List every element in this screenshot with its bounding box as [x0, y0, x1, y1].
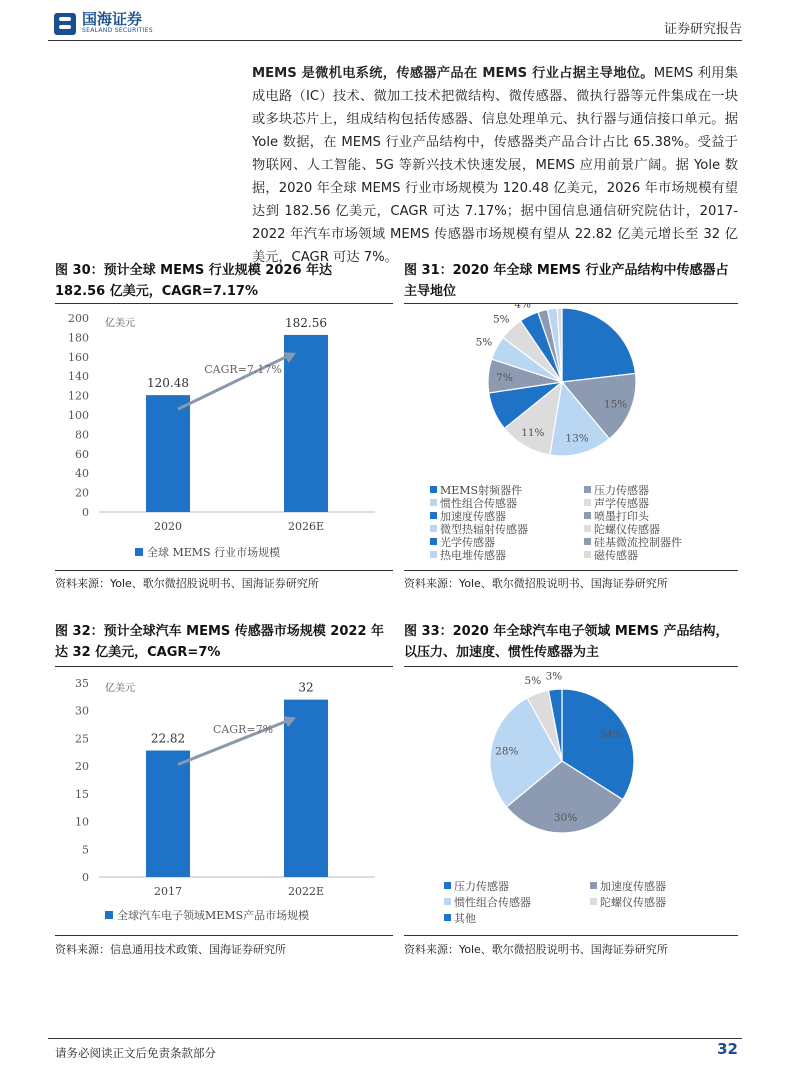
bar-2026E — [284, 335, 328, 512]
figure-33-title: 图 33：2020 年全球汽车电子领域 MEMS 产品结构，以压力、加速度、惯性传感器为主 — [404, 624, 729, 660]
y-tick-label: 120 — [68, 389, 89, 403]
data-label: 120.48 — [147, 376, 189, 391]
logo-en: SEALAND SECURITIES — [82, 27, 153, 34]
legend-label: 陀螺仪传感器 — [600, 896, 666, 909]
figure-32-title: 图 32：预计全球汽车 MEMS 传感器市场规模 2022 年达 32 亿美元，CAGR=7% — [55, 624, 385, 660]
legend-label: 加速度传感器 — [600, 880, 666, 893]
x-tick-label: 2022E — [287, 885, 325, 898]
legend-swatch — [590, 898, 597, 905]
page-header — [48, 10, 742, 41]
figure-30-source: 资料来源：Yole、歌尔微招股说明书、国海证券研究所 — [55, 577, 319, 590]
pie-label: 28% — [495, 745, 519, 758]
logo-cn: 国海证券 — [82, 10, 143, 28]
legend-swatch — [584, 551, 591, 558]
pie-label: 34% — [599, 728, 623, 741]
figure-30-chart — [55, 304, 393, 570]
figure-30-box — [55, 303, 393, 571]
y-tick-label: 40 — [75, 467, 89, 481]
figure-31-title: 图 31：2020 年全球 MEMS 行业产品结构中传感器占主导地位 — [404, 263, 729, 299]
figure-31-box — [404, 303, 738, 571]
data-label: 182.56 — [285, 315, 327, 330]
y-tick-label: 20 — [75, 486, 89, 500]
legend-label: 陀螺仪传感器 — [594, 523, 660, 536]
legend-label: 全球汽车电子领域MEMS产品市场规模 — [117, 909, 310, 922]
data-label: 32 — [298, 680, 314, 695]
cagr-annotation: CAGR=7% — [212, 723, 274, 737]
pie-label: 13% — [565, 432, 589, 445]
figure-32-chart — [55, 667, 393, 935]
bar-2017 — [146, 751, 190, 877]
legend-label: 硅基微流控制器件 — [594, 536, 682, 549]
y-tick-label: 20 — [75, 760, 89, 774]
legend-label: 光学传感器 — [440, 536, 495, 549]
pie-label: 5% — [493, 313, 510, 326]
page-footer-rule — [48, 1038, 742, 1039]
legend-label: 压力传感器 — [454, 880, 509, 893]
x-tick-label: 2020 — [154, 520, 182, 533]
y-tick-label: 200 — [68, 312, 89, 325]
legend-swatch — [584, 538, 591, 545]
legend-label: 惯性组合传感器 — [440, 497, 517, 510]
legend-label: 喷墨打印头 — [594, 510, 649, 523]
intro-body: MEMS 利用集成电路（IC）技术、微加工技术把微结构、微传感器、微执行器等元件集成在一块或多块芯片上，组成结构包括传感器、信息处理单元、执行器与通信接口单元。据 Yole 数据，在 MEMS 行业产品结构中，传感器类产品合计占比 65.38%。受益于物联网、人工智能、5G 等新兴技术快速发展，MEMS 应用前景广阔。据 Yole 数据，2020 年全球 MEMS 行业市场规模为 120.48 亿美元，2026 年市场规模有望达到 182.56 亿美元，CAGR 可达 7.17%；据中国信息通信研究院估计，2017-2022 年汽车市场领域 MEMS 传感器市场规模有望从 22.82 亿美元增长至 32 亿美元，CAGR 可达 7%。 — [252, 66, 738, 265]
legend-swatch — [444, 882, 451, 889]
legend-swatch — [584, 525, 591, 532]
data-label: 22.82 — [150, 731, 186, 746]
intro-paragraph — [252, 62, 738, 269]
x-tick-label: 2017 — [154, 885, 182, 898]
legend-swatch — [590, 882, 597, 889]
y-tick-label: 140 — [68, 370, 89, 384]
pie-label: 5% — [524, 675, 542, 688]
disclaimer: 请务必阅读正文后免责条款部分 — [55, 1046, 216, 1060]
pie-label: 11% — [521, 426, 545, 439]
legend-swatch — [430, 512, 437, 519]
legend-label: 全球 MEMS 行业市场规模 — [147, 546, 281, 559]
figure-33-source: 资料来源：Yole、歌尔微招股说明书、国海证券研究所 — [404, 943, 668, 956]
legend-swatch — [430, 538, 437, 545]
cagr-annotation: CAGR=7.17% — [204, 363, 282, 377]
bar-2020 — [146, 395, 190, 512]
legend-label: 压力传感器 — [594, 484, 649, 497]
legend-label: MEMS射频器件 — [440, 484, 523, 497]
x-tick-label: 2026E — [287, 520, 325, 533]
pie-label: 5% — [475, 336, 493, 349]
legend-swatch — [430, 551, 437, 558]
y-tick-label: 25 — [75, 732, 89, 746]
legend-label: 惯性组合传感器 — [454, 896, 531, 909]
page-number: 32 — [717, 1040, 738, 1058]
legend-swatch — [135, 548, 143, 556]
legend-swatch — [430, 486, 437, 493]
legend-swatch — [430, 499, 437, 506]
legend-swatch — [584, 512, 591, 519]
figure-32-source: 资料来源：信息通用技术政策、国海证券研究所 — [55, 943, 286, 956]
pie-slice-MEMS射频器件 — [562, 308, 636, 382]
legend-label: 加速度传感器 — [440, 510, 506, 523]
y-tick-label: 160 — [68, 350, 89, 364]
y-tick-label: 0 — [82, 506, 89, 519]
y-tick-label: 5 — [82, 843, 89, 857]
pie-label: 15% — [603, 398, 628, 411]
pie-label: 3% — [545, 670, 563, 683]
y-tick-label: 100 — [68, 409, 89, 422]
y-tick-label: 10 — [75, 815, 89, 829]
y-axis-unit: 亿美元 — [105, 683, 135, 694]
legend-swatch — [105, 911, 113, 919]
y-tick-label: 80 — [75, 428, 89, 442]
company-logo — [54, 12, 153, 35]
figure-33-box — [404, 666, 738, 936]
intro-lead: MEMS 是微机电系统，传感器产品在 MEMS 行业占据主导地位。 — [252, 66, 654, 81]
pie-label: 30% — [553, 812, 578, 825]
figure-32-box — [55, 666, 393, 936]
legend-swatch — [444, 898, 451, 905]
y-tick-label: 30 — [75, 704, 89, 718]
legend-label: 热电堆传感器 — [440, 549, 506, 562]
y-tick-label: 15 — [75, 787, 89, 801]
legend-label: 声学传感器 — [594, 497, 649, 510]
legend-label: 磁传感器 — [594, 549, 638, 562]
figure-31-chart — [404, 304, 738, 570]
y-tick-label: 180 — [68, 331, 89, 345]
bar-2022E — [284, 700, 328, 877]
legend-swatch — [430, 525, 437, 532]
legend-swatch — [584, 486, 591, 493]
pie-label: 4% — [514, 304, 532, 311]
figure-31-source: 资料来源：Yole、歌尔微招股说明书、国海证券研究所 — [404, 577, 668, 590]
pie-label: 7% — [496, 372, 513, 385]
y-axis-unit: 亿美元 — [105, 318, 135, 329]
logo-mark-icon — [54, 13, 76, 35]
legend-label: 其他 — [454, 912, 476, 925]
figure-33-chart — [404, 667, 738, 935]
legend-swatch — [444, 914, 451, 921]
y-tick-label: 0 — [82, 871, 89, 884]
figure-30-title: 图 30：预计全球 MEMS 行业规模 2026 年达 182.56 亿美元，CAGR=7.17% — [55, 263, 333, 299]
legend-label: 微型热辐射传感器 — [440, 523, 528, 536]
y-tick-label: 60 — [75, 447, 89, 461]
legend-swatch — [584, 499, 591, 506]
report-type: 证券研究报告 — [663, 22, 742, 37]
y-tick-label: 35 — [75, 677, 89, 690]
